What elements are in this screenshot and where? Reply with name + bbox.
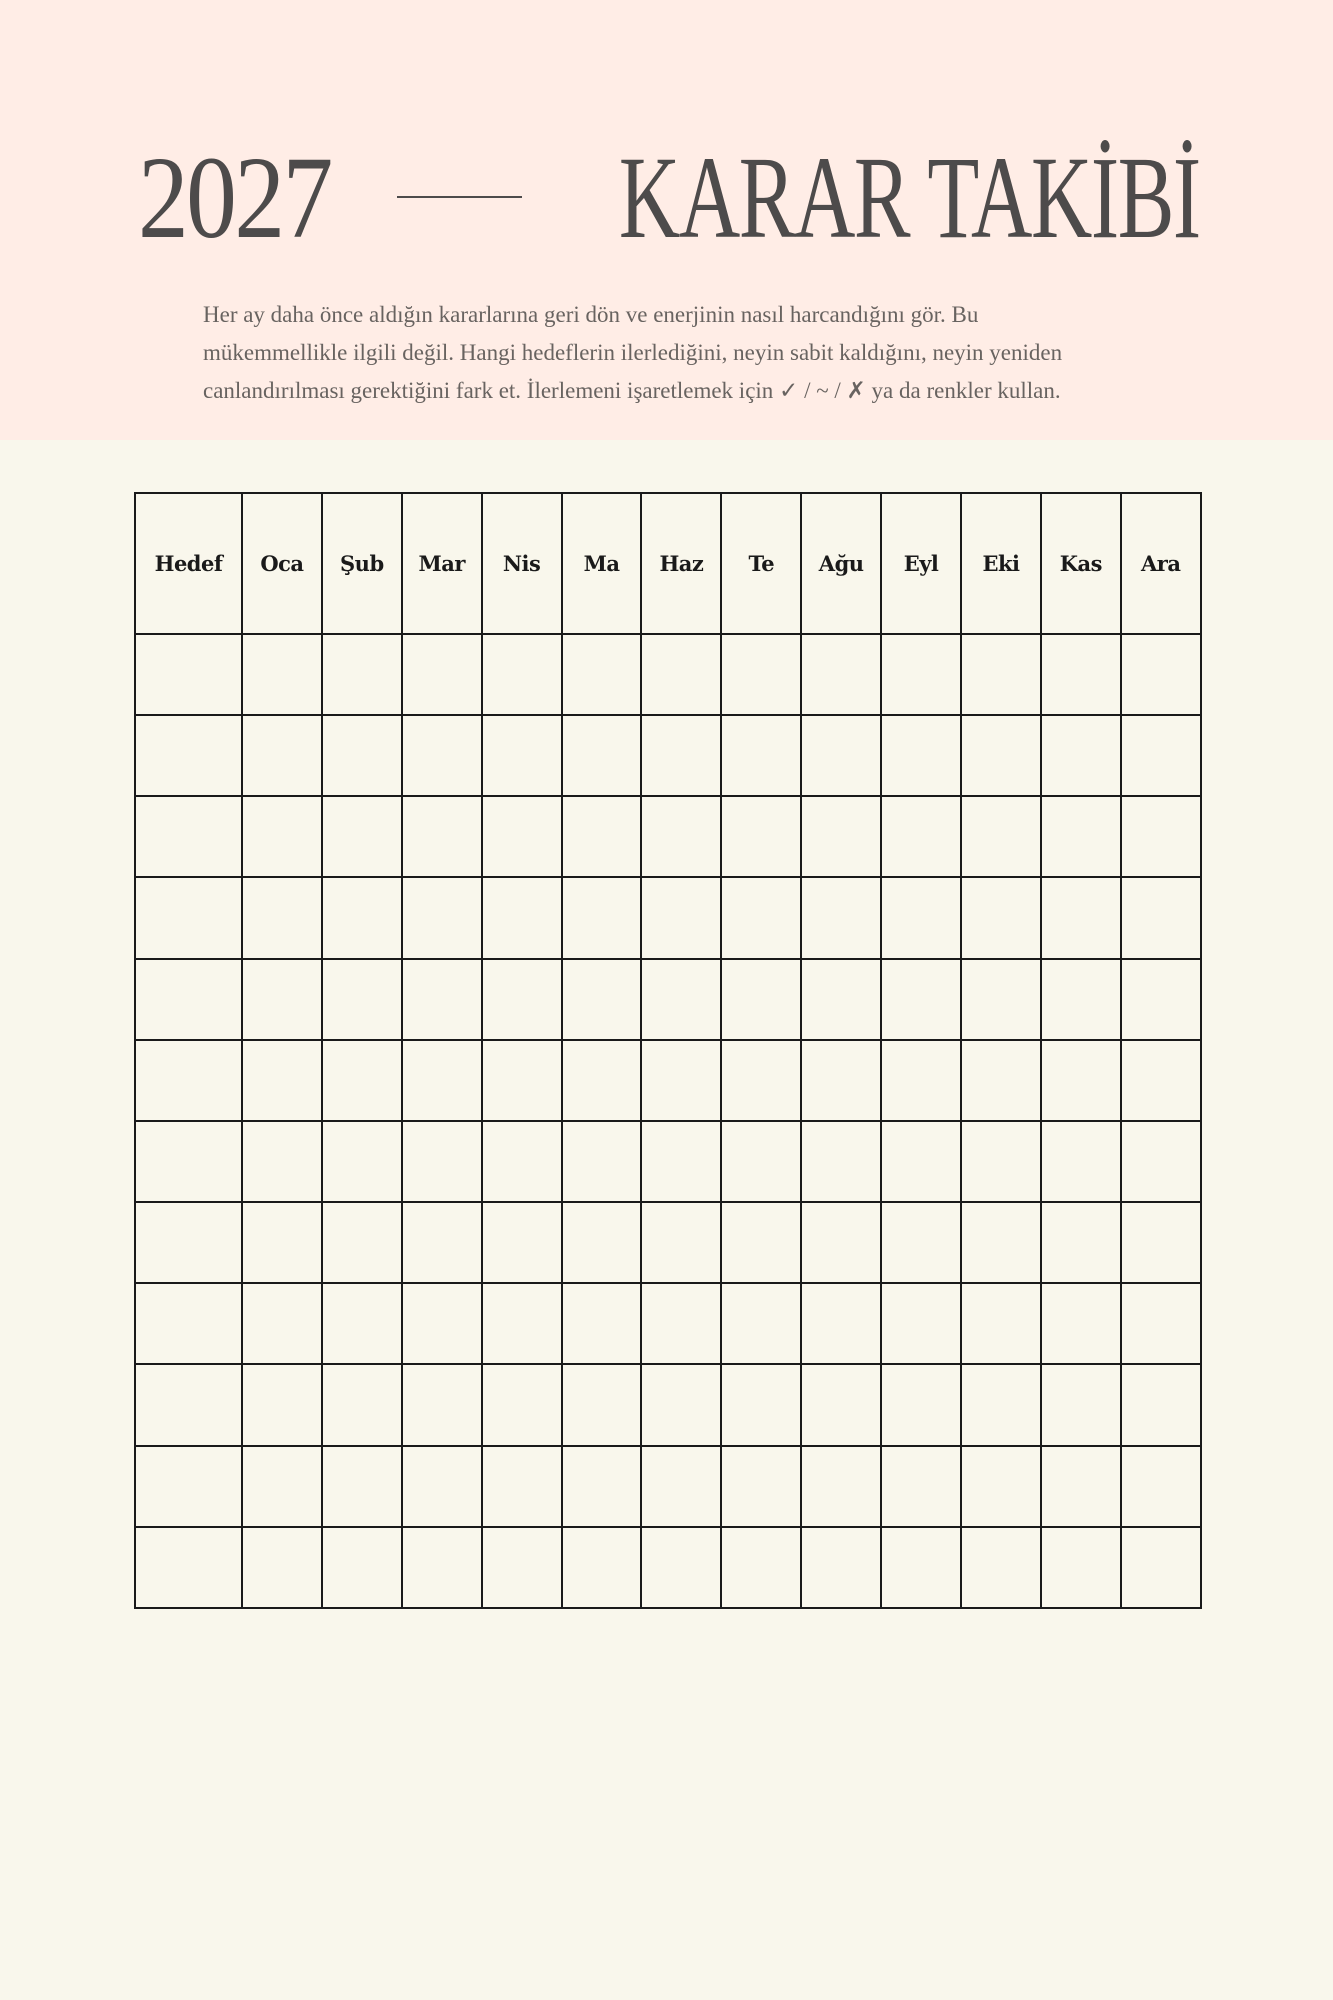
table-row bbox=[135, 1364, 1201, 1445]
month-check-cell[interactable] bbox=[322, 877, 402, 958]
table-row bbox=[135, 959, 1201, 1040]
month-check-cell[interactable] bbox=[801, 1121, 881, 1202]
month-check-cell[interactable] bbox=[881, 1121, 961, 1202]
month-check-cell[interactable] bbox=[1121, 959, 1201, 1040]
month-check-cell[interactable] bbox=[641, 1121, 721, 1202]
month-check-cell[interactable] bbox=[1041, 1283, 1121, 1364]
goal-cell[interactable] bbox=[135, 796, 242, 877]
month-check-cell[interactable] bbox=[641, 959, 721, 1040]
month-check-cell[interactable] bbox=[641, 1446, 721, 1527]
goal-cell[interactable] bbox=[135, 634, 242, 715]
month-check-cell[interactable] bbox=[402, 1202, 482, 1283]
month-check-cell[interactable] bbox=[562, 877, 642, 958]
month-check-cell[interactable] bbox=[961, 1527, 1041, 1608]
month-check-cell[interactable] bbox=[1041, 877, 1121, 958]
month-check-cell[interactable] bbox=[402, 715, 482, 796]
month-check-cell[interactable] bbox=[881, 877, 961, 958]
month-check-cell[interactable] bbox=[402, 1283, 482, 1364]
column-header-month: Mar bbox=[402, 493, 482, 634]
month-check-cell[interactable] bbox=[242, 1527, 322, 1608]
month-check-cell[interactable] bbox=[721, 715, 801, 796]
month-check-cell[interactable] bbox=[402, 1121, 482, 1202]
month-check-cell[interactable] bbox=[721, 1527, 801, 1608]
month-check-cell[interactable] bbox=[322, 1283, 402, 1364]
month-check-cell[interactable] bbox=[641, 1527, 721, 1608]
month-check-cell[interactable] bbox=[961, 959, 1041, 1040]
table-row bbox=[135, 1446, 1201, 1527]
column-header-month: Kas bbox=[1041, 493, 1121, 634]
goal-cell[interactable] bbox=[135, 715, 242, 796]
month-check-cell[interactable] bbox=[1041, 715, 1121, 796]
month-check-cell[interactable] bbox=[242, 959, 322, 1040]
month-check-cell[interactable] bbox=[641, 715, 721, 796]
month-check-cell[interactable] bbox=[402, 1364, 482, 1445]
month-check-cell[interactable] bbox=[1041, 1040, 1121, 1121]
month-check-cell[interactable] bbox=[482, 796, 562, 877]
month-check-cell[interactable] bbox=[1121, 1446, 1201, 1527]
month-check-cell[interactable] bbox=[881, 1202, 961, 1283]
month-check-cell[interactable] bbox=[1041, 796, 1121, 877]
table-row bbox=[135, 1121, 1201, 1202]
month-check-cell[interactable] bbox=[961, 1283, 1041, 1364]
month-check-cell[interactable] bbox=[562, 634, 642, 715]
intro-line: mükemmellikle ilgili değil. Hangi hedeflerin ilerlediğini, neyin sabit kaldığını, neyin yeniden bbox=[203, 340, 1063, 365]
month-check-cell[interactable] bbox=[641, 877, 721, 958]
column-header-month: Haz bbox=[641, 493, 721, 634]
month-check-cell[interactable] bbox=[322, 1364, 402, 1445]
month-check-cell[interactable] bbox=[1041, 1527, 1121, 1608]
month-check-cell[interactable] bbox=[1121, 1527, 1201, 1608]
month-check-cell[interactable] bbox=[242, 1121, 322, 1202]
month-check-cell[interactable] bbox=[721, 1283, 801, 1364]
column-header-month: Te bbox=[721, 493, 801, 634]
month-check-cell[interactable] bbox=[482, 877, 562, 958]
goal-cell[interactable] bbox=[135, 1446, 242, 1527]
resolution-tracker-table bbox=[134, 492, 1202, 1609]
month-check-cell[interactable] bbox=[242, 1202, 322, 1283]
month-check-cell[interactable] bbox=[562, 1121, 642, 1202]
month-check-cell[interactable] bbox=[482, 1446, 562, 1527]
month-check-cell[interactable] bbox=[482, 634, 562, 715]
month-check-cell[interactable] bbox=[1121, 877, 1201, 958]
goal-cell[interactable] bbox=[135, 1040, 242, 1121]
year-heading: 2027 bbox=[138, 132, 331, 263]
page-title: KARAR TAKİBİ bbox=[619, 132, 1200, 263]
month-check-cell[interactable] bbox=[1041, 1446, 1121, 1527]
month-check-cell[interactable] bbox=[801, 1446, 881, 1527]
month-check-cell[interactable] bbox=[1041, 1121, 1121, 1202]
month-check-cell[interactable] bbox=[482, 959, 562, 1040]
month-check-cell[interactable] bbox=[641, 1364, 721, 1445]
month-check-cell[interactable] bbox=[641, 1040, 721, 1121]
month-check-cell[interactable] bbox=[801, 1364, 881, 1445]
title-row bbox=[138, 128, 1200, 268]
month-check-cell[interactable] bbox=[801, 1202, 881, 1283]
month-check-cell[interactable] bbox=[801, 959, 881, 1040]
month-check-cell[interactable] bbox=[482, 1040, 562, 1121]
table-row bbox=[135, 634, 1201, 715]
column-header-month: Ağu bbox=[801, 493, 881, 634]
goal-cell[interactable] bbox=[135, 877, 242, 958]
month-check-cell[interactable] bbox=[721, 1202, 801, 1283]
month-check-cell[interactable] bbox=[562, 959, 642, 1040]
month-check-cell[interactable] bbox=[402, 877, 482, 958]
month-check-cell[interactable] bbox=[482, 1283, 562, 1364]
goal-cell[interactable] bbox=[135, 959, 242, 1040]
month-check-cell[interactable] bbox=[562, 1527, 642, 1608]
goal-cell[interactable] bbox=[135, 1527, 242, 1608]
header-band bbox=[0, 0, 1333, 440]
table-row bbox=[135, 1202, 1201, 1283]
month-check-cell[interactable] bbox=[721, 959, 801, 1040]
month-check-cell[interactable] bbox=[322, 1040, 402, 1121]
month-check-cell[interactable] bbox=[721, 796, 801, 877]
table-row bbox=[135, 796, 1201, 877]
table-body bbox=[135, 634, 1201, 1608]
month-check-cell[interactable] bbox=[562, 796, 642, 877]
month-check-cell[interactable] bbox=[562, 1364, 642, 1445]
table-row bbox=[135, 715, 1201, 796]
month-check-cell[interactable] bbox=[801, 1527, 881, 1608]
month-check-cell[interactable] bbox=[961, 1202, 1041, 1283]
month-check-cell[interactable] bbox=[482, 715, 562, 796]
month-check-cell[interactable] bbox=[1121, 1283, 1201, 1364]
column-header-month: Oca bbox=[242, 493, 322, 634]
month-check-cell[interactable] bbox=[801, 1040, 881, 1121]
goal-cell[interactable] bbox=[135, 1202, 242, 1283]
table-row bbox=[135, 1283, 1201, 1364]
month-check-cell[interactable] bbox=[961, 1364, 1041, 1445]
column-header-goal: Hedef bbox=[135, 493, 242, 634]
month-check-cell[interactable] bbox=[881, 634, 961, 715]
goal-cell[interactable] bbox=[135, 1121, 242, 1202]
column-header-month: Şub bbox=[322, 493, 402, 634]
month-check-cell[interactable] bbox=[801, 796, 881, 877]
month-check-cell[interactable] bbox=[482, 1527, 562, 1608]
month-check-cell[interactable] bbox=[1041, 959, 1121, 1040]
month-check-cell[interactable] bbox=[1121, 1040, 1201, 1121]
month-check-cell[interactable] bbox=[641, 1283, 721, 1364]
month-check-cell[interactable] bbox=[961, 715, 1041, 796]
month-check-cell[interactable] bbox=[482, 1121, 562, 1202]
month-check-cell[interactable] bbox=[242, 1364, 322, 1445]
month-check-cell[interactable] bbox=[641, 1202, 721, 1283]
goal-cell[interactable] bbox=[135, 1283, 242, 1364]
column-header-month: Eyl bbox=[881, 493, 961, 634]
column-header-month: Ara bbox=[1121, 493, 1201, 634]
month-check-cell[interactable] bbox=[402, 1040, 482, 1121]
month-check-cell[interactable] bbox=[242, 796, 322, 877]
month-check-cell[interactable] bbox=[961, 1040, 1041, 1121]
month-check-cell[interactable] bbox=[242, 1446, 322, 1527]
month-check-cell[interactable] bbox=[961, 1121, 1041, 1202]
month-check-cell[interactable] bbox=[402, 796, 482, 877]
month-check-cell[interactable] bbox=[721, 1121, 801, 1202]
month-check-cell[interactable] bbox=[562, 1446, 642, 1527]
column-header-month: Eki bbox=[961, 493, 1041, 634]
month-check-cell[interactable] bbox=[1121, 1364, 1201, 1445]
month-check-cell[interactable] bbox=[322, 1202, 402, 1283]
column-header-month: Ma bbox=[562, 493, 642, 634]
title-dash-divider bbox=[397, 196, 522, 198]
month-check-cell[interactable] bbox=[562, 1040, 642, 1121]
month-check-cell[interactable] bbox=[881, 1364, 961, 1445]
column-header-month: Nis bbox=[482, 493, 562, 634]
month-check-cell[interactable] bbox=[1121, 715, 1201, 796]
month-check-cell[interactable] bbox=[801, 715, 881, 796]
month-check-cell[interactable] bbox=[1041, 634, 1121, 715]
month-check-cell[interactable] bbox=[961, 634, 1041, 715]
month-check-cell[interactable] bbox=[641, 796, 721, 877]
month-check-cell[interactable] bbox=[562, 1202, 642, 1283]
month-check-cell[interactable] bbox=[242, 715, 322, 796]
month-check-cell[interactable] bbox=[242, 1283, 322, 1364]
table-row bbox=[135, 877, 1201, 958]
month-check-cell[interactable] bbox=[1041, 1202, 1121, 1283]
month-check-cell[interactable] bbox=[1121, 634, 1201, 715]
month-check-cell[interactable] bbox=[402, 1446, 482, 1527]
month-check-cell[interactable] bbox=[322, 1446, 402, 1527]
month-check-cell[interactable] bbox=[1121, 1121, 1201, 1202]
month-check-cell[interactable] bbox=[402, 959, 482, 1040]
month-check-cell[interactable] bbox=[881, 1527, 961, 1608]
month-check-cell[interactable] bbox=[961, 796, 1041, 877]
month-check-cell[interactable] bbox=[881, 796, 961, 877]
month-check-cell[interactable] bbox=[322, 1527, 402, 1608]
month-check-cell[interactable] bbox=[961, 877, 1041, 958]
intro-line: canlandırılması gerektiğini fark et. İlerlemeni işaretlemek için ✓ / ~ / ✗ ya da renkler kullan. bbox=[203, 378, 1061, 403]
table-row bbox=[135, 1527, 1201, 1608]
month-check-cell[interactable] bbox=[482, 1202, 562, 1283]
month-check-cell[interactable] bbox=[881, 715, 961, 796]
goal-cell[interactable] bbox=[135, 1364, 242, 1445]
intro-line: Her ay daha önce aldığın kararlarına geri dön ve enerjinin nasıl harcandığını gör. Bu bbox=[203, 302, 979, 327]
month-check-cell[interactable] bbox=[721, 877, 801, 958]
month-check-cell[interactable] bbox=[242, 634, 322, 715]
month-check-cell[interactable] bbox=[562, 1283, 642, 1364]
month-check-cell[interactable] bbox=[242, 1040, 322, 1121]
month-check-cell[interactable] bbox=[641, 634, 721, 715]
month-check-cell[interactable] bbox=[881, 1446, 961, 1527]
table-row bbox=[135, 1040, 1201, 1121]
month-check-cell[interactable] bbox=[721, 634, 801, 715]
month-check-cell[interactable] bbox=[881, 1283, 961, 1364]
table-header-row bbox=[135, 493, 1201, 634]
month-check-cell[interactable] bbox=[322, 715, 402, 796]
month-check-cell[interactable] bbox=[1041, 1364, 1121, 1445]
month-check-cell[interactable] bbox=[801, 877, 881, 958]
month-check-cell[interactable] bbox=[881, 1040, 961, 1121]
month-check-cell[interactable] bbox=[721, 1446, 801, 1527]
month-check-cell[interactable] bbox=[721, 1364, 801, 1445]
month-check-cell[interactable] bbox=[562, 715, 642, 796]
month-check-cell[interactable] bbox=[1121, 1202, 1201, 1283]
month-check-cell[interactable] bbox=[721, 1040, 801, 1121]
month-check-cell[interactable] bbox=[402, 1527, 482, 1608]
month-check-cell[interactable] bbox=[1121, 796, 1201, 877]
month-check-cell[interactable] bbox=[961, 1446, 1041, 1527]
month-check-cell[interactable] bbox=[322, 634, 402, 715]
month-check-cell[interactable] bbox=[402, 634, 482, 715]
month-check-cell[interactable] bbox=[801, 634, 881, 715]
month-check-cell[interactable] bbox=[322, 959, 402, 1040]
month-check-cell[interactable] bbox=[801, 1283, 881, 1364]
month-check-cell[interactable] bbox=[242, 877, 322, 958]
month-check-cell[interactable] bbox=[322, 796, 402, 877]
month-check-cell[interactable] bbox=[881, 959, 961, 1040]
month-check-cell[interactable] bbox=[482, 1364, 562, 1445]
month-check-cell[interactable] bbox=[322, 1121, 402, 1202]
intro-paragraph bbox=[203, 296, 1143, 410]
